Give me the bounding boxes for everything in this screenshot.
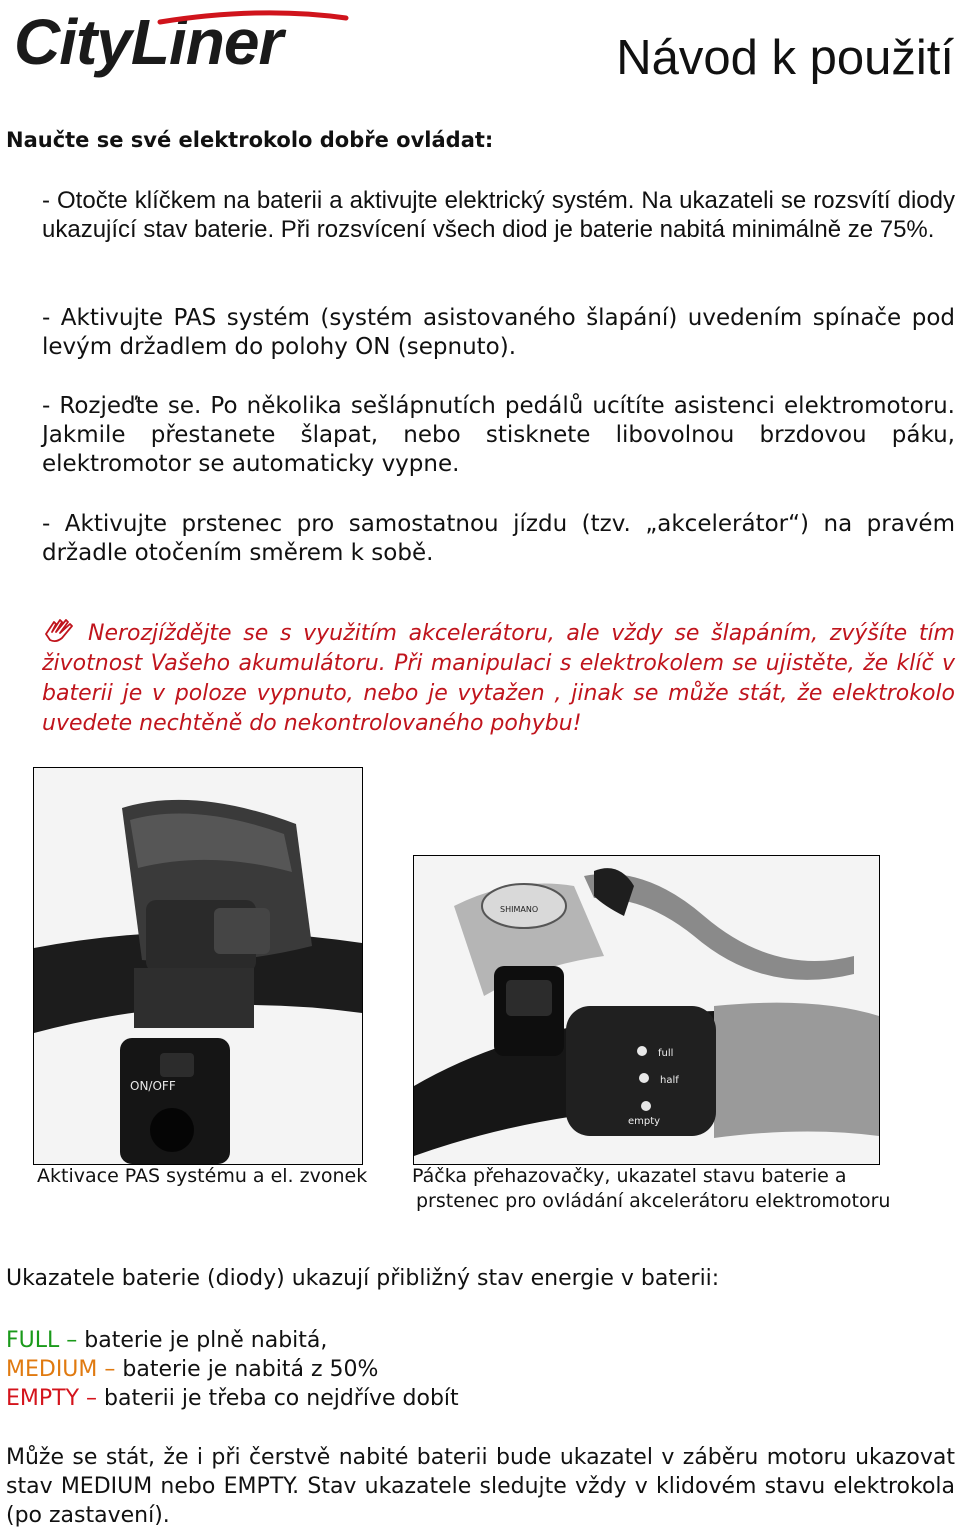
battery-level-dash: – bbox=[97, 1357, 123, 1382]
battery-level-name: MEDIUM bbox=[6, 1357, 98, 1382]
logo-text: CityLiner bbox=[14, 6, 283, 78]
photo-shifter-indicator bbox=[413, 855, 880, 1165]
battery-level-name: FULL bbox=[6, 1328, 60, 1353]
indicator-label-empty: empty bbox=[628, 1116, 661, 1127]
battery-level-text: baterii je třeba co nejdříve dobít bbox=[104, 1386, 459, 1411]
battery-level-dash: – bbox=[59, 1328, 85, 1353]
cityliner-logo bbox=[10, 4, 350, 84]
paragraph-battery-key: - Otočte klíčkem na baterii a aktivujte elektrický systém. Na ukazateli se rozsvítí diody ukazující stav baterie. Při rozsvícení všech diod je baterie nabitá minimálně ze 75%. bbox=[42, 187, 955, 243]
shimano-brand: SHIMANO bbox=[500, 905, 539, 914]
battery-level-medium bbox=[6, 1355, 459, 1384]
caption-right-line1: Páčka přehazovačky, ukazatel stavu baterie a bbox=[412, 1165, 847, 1187]
warning-text: Nerozjíždějte se s využitím akcelerátoru, ale vždy se šlapáním, zvýšíte tím životnost Vašeho akumulátoru. Při manipulaci s elektrokolem se ujistěte, že klíč v baterii je v poloze vypnuto, nebo je vytažen , jinak se může stát, že elektrokolo uvedete nechtěně do nekontrolovaného pohybu! bbox=[42, 621, 955, 736]
caption-left: Aktivace PAS systému a el. zvonek bbox=[37, 1165, 368, 1187]
battery-level-legend bbox=[6, 1326, 459, 1413]
battery-level-name: EMPTY bbox=[6, 1386, 80, 1411]
battery-level-text: baterie je nabitá z 50% bbox=[122, 1357, 379, 1382]
battery-section-heading: Ukazatele baterie (diody) ukazují přibližný stav energie v baterii: bbox=[6, 1266, 720, 1291]
battery-level-text: baterie je plně nabitá, bbox=[84, 1328, 328, 1353]
indicator-label-half: half bbox=[660, 1075, 679, 1086]
warning-note bbox=[42, 616, 955, 739]
caption-right-line2: prstenec pro ovládání akcelerátoru elektromotoru bbox=[416, 1190, 891, 1212]
onoff-label: ON/OFF bbox=[130, 1079, 176, 1093]
battery-level-full bbox=[6, 1326, 459, 1355]
battery-note: Může se stát, že i při čerstvě nabité baterii bude ukazatel v záběru motoru ukazovat stav MEDIUM nebo EMPTY. Stav ukazatele sledujte vždy v klidovém stavu elektrokola (po zastavení). bbox=[6, 1445, 955, 1528]
photo-pas-switch bbox=[33, 767, 363, 1165]
section-subtitle: Naučte se své elektrokolo dobře ovládat: bbox=[6, 128, 494, 152]
paragraph-ride: - Rozjeďte se. Po několika sešlápnutích pedálů ucítíte asistenci elektromotoru. Jakmile přestanete šlapat, nebo stisknete libovolnou brzdovou páku, elektromotor se automaticky vypne. bbox=[42, 393, 955, 477]
pas-switch-illustration bbox=[34, 768, 362, 1164]
shifter-illustration bbox=[414, 856, 879, 1164]
warning-hand-icon bbox=[42, 616, 78, 644]
paragraph-accelerator: - Aktivujte prstenec pro samostatnou jízdu (tzv. „akcelerátor“) na pravém držadle otočením směrem k sobě. bbox=[42, 511, 955, 566]
document-title: Návod k použití bbox=[616, 31, 954, 85]
battery-level-dash: – bbox=[79, 1386, 105, 1411]
indicator-label-full: full bbox=[658, 1048, 674, 1059]
paragraph-pas-system: - Aktivujte PAS systém (systém asistovaného šlapání) uvedením spínače pod levým držadlem do polohy ON (sepnuto). bbox=[42, 305, 955, 360]
battery-level-empty bbox=[6, 1384, 459, 1413]
